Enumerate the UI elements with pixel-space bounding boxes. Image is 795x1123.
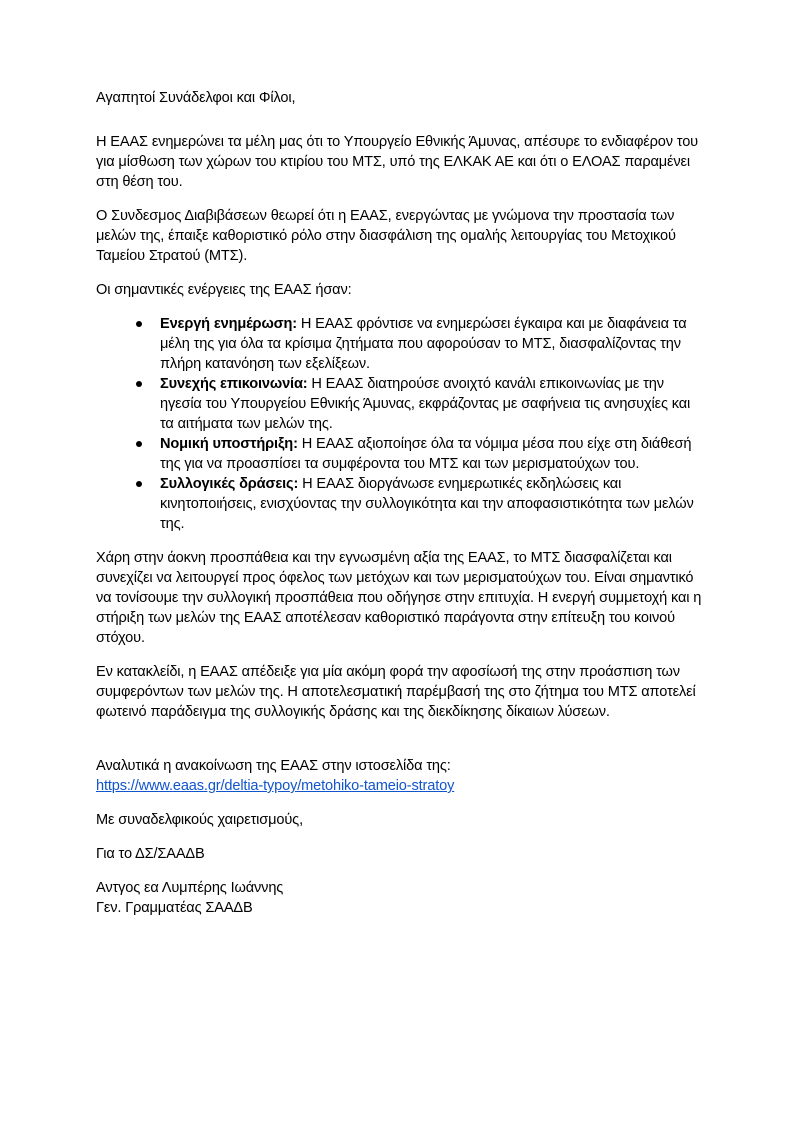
action-title: Συνεχής επικοινωνία: (160, 376, 308, 392)
action-title: Ενεργή ενημέρωση: (160, 316, 297, 332)
bullet-icon (136, 381, 142, 387)
paragraph-conclusion: Εν κατακλείδι, η ΕΑΑΣ απέδειξε για μία ακόμη φορά την αφοσίωσή της στην προάσπιση των συμφερόντων των μελών της. Η αποτελεσματική παρέμβασή της στο ζήτημα του ΜΤΣ αποτελεί φωτεινό παράδειγμα της συλλογικής δράσης και της διεκδίκησης δίκαιων λύσεων. (96, 664, 696, 720)
action-text: Η ΕΑΑΣ αξιοποίησε όλα τα νόμιμα μέσα που είχε στη διάθεσή της για να προασπίσει τα συμφέροντα του ΜΤΣ και των μερισματούχων του. (160, 436, 692, 472)
signatory-name: Αντγος εα Λυμπέρης Ιωάννης (96, 880, 284, 896)
paragraph-thanks: Χάρη στην άοκνη προσπάθεια και την εγνωσμένη αξία της ΕΑΑΣ, το ΜΤΣ διασφαλίζεται και συνεχίζει να λειτουργεί προς όφελος των μετόχων και των μερισματούχων του. Είναι σημαντικό να τονίσουμε την συλλογική προσπάθεια που οδήγησε στην επιτυχία. Η ενεργή συμμετοχή και η στήριξη των μελών της ΕΑΑΣ αποτέλεσαν καθοριστικό παράγοντα στην επίτευξη του κοινού στόχου. (96, 550, 702, 646)
announcement-link[interactable]: https://www.eaas.gr/deltia-typoy/metohiko-tameio-stratoy (96, 778, 455, 794)
list-item (160, 314, 706, 374)
letter-page (96, 88, 706, 918)
paragraph-actions-intro: Οι σημαντικές ενέργειες της ΕΑΑΣ ήσαν: (96, 282, 352, 298)
action-title: Συλλογικές δράσεις: (160, 476, 299, 492)
action-title: Νομική υποστήριξη: (160, 436, 298, 452)
on-behalf-line: Για το ΔΣ/ΣΑΑΔΒ (96, 846, 205, 862)
bullet-icon (136, 321, 142, 327)
list-item (160, 474, 706, 534)
greeting: Αγαπητοί Συνάδελφοι και Φίλοι, (96, 90, 296, 106)
action-text: Η ΕΑΑΣ φρόντισε να ενημερώσει έγκαιρα και με διαφάνεια τα μέλη της για όλα τα κρίσιμα ζητήματα που αφορούσαν το ΜΤΣ, διασφαλίζοντας την πλήρη κατανόηση των εξελίξεων. (160, 316, 687, 372)
list-item (160, 374, 706, 434)
bullet-icon (136, 481, 142, 487)
announcement-intro: Αναλυτικά η ανακοίνωση της ΕΑΑΣ στην ιστοσελίδα της: (96, 758, 451, 774)
signatory-title: Γεν. Γραμματέας ΣΑΑΔΒ (96, 900, 253, 916)
sign-off: Με συναδελφικούς χαιρετισμούς, (96, 812, 303, 828)
action-text: Η ΕΑΑΣ διοργάνωσε ενημερωτικές εκδηλώσεις και κινητοποιήσεις, ενισχύοντας την συλλογικότητα και την αποφασιστικότητα των μελών της. (160, 476, 694, 532)
paragraph-announcement: Η ΕΑΑΣ ενημερώνει τα μέλη μας ότι το Υπουργείο Εθνικής Άμυνας, απέσυρε το ενδιαφέρον του για μίσθωση των χώρων του κτιρίου του ΜΤΣ, υπό της ΕΛΚΑΚ ΑΕ και ότι ο ΕΛΟΑΣ παραμένει στη θέση του. (96, 134, 698, 190)
actions-list (96, 314, 706, 534)
action-text: Η ΕΑΑΣ διατηρούσε ανοιχτό κανάλι επικοινωνίας με την ηγεσία του Υπουργείου Εθνικής Άμυνας, εκφράζοντας με σαφήνεια τις ανησυχίες και τα αιτήματα των μελών της. (160, 376, 691, 432)
paragraph-assessment: Ο Συνδεσμος Διαβιβάσεων θεωρεί ότι η ΕΑΑΣ, ενεργώντας με γνώμονα την προστασία των μελών της, έπαιξε καθοριστικό ρόλο στην διασφάλιση της ομαλής λειτουργίας του Μετοχικού Ταμείου Στρατού (ΜΤΣ). (96, 208, 676, 264)
list-item (160, 434, 706, 474)
bullet-icon (136, 441, 142, 447)
